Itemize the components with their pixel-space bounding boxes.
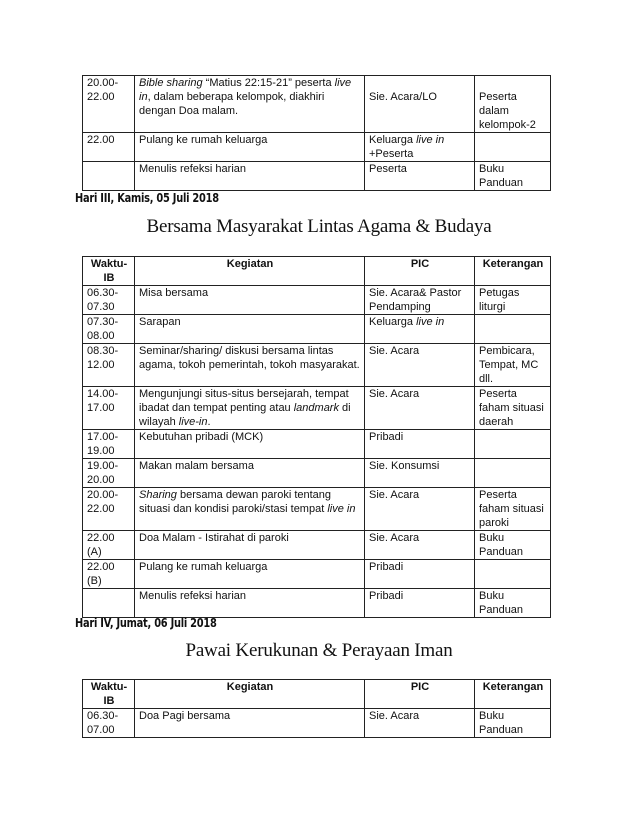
table-header-row — [83, 680, 551, 709]
column-header-pic: PIC — [365, 680, 475, 709]
cell-pic: Sie. Acara — [365, 709, 475, 738]
cell-keterangan: Buku Panduan — [475, 709, 551, 738]
cell-waktu: 22.00 (B) — [83, 560, 135, 589]
cell-keterangan — [475, 459, 551, 488]
column-header-waktu: Waktu-IB — [83, 257, 135, 286]
cell-pic: Peserta — [365, 162, 475, 191]
cell-kegiatan: Misa bersama — [135, 286, 365, 315]
cell-waktu: 17.00-19.00 — [83, 430, 135, 459]
cell-kegiatan: Menulis refeksi harian — [135, 589, 365, 618]
cell-pic: Sie. Acara — [365, 531, 475, 560]
day3-title: Bersama Masyarakat Lintas Agama & Budaya — [146, 216, 492, 237]
cell-kegiatan: Makan malam bersama — [135, 459, 365, 488]
table-row — [83, 76, 551, 133]
cell-pic: Keluarga live in — [365, 315, 475, 344]
table-row — [83, 430, 551, 459]
cell-keterangan: Peserta dalam kelompok-2 — [475, 76, 551, 133]
table-row — [83, 344, 551, 387]
cell-waktu: 06.30-07.30 — [83, 286, 135, 315]
cell-kegiatan: Doa Pagi bersama — [135, 709, 365, 738]
cell-kegiatan: Seminar/sharing/ diskusi bersama lintas agama, tokoh pemerintah, tokoh masyarakat. — [135, 344, 365, 387]
cell-waktu: 14.00-17.00 — [83, 387, 135, 430]
cell-keterangan: Buku Panduan — [475, 531, 551, 560]
cell-waktu: 20.00-22.00 — [83, 76, 135, 133]
cell-pic: Pribadi — [365, 589, 475, 618]
cell-waktu: 20.00-22.00 — [83, 488, 135, 531]
table-row — [83, 387, 551, 430]
column-header-keterangan: Keterangan — [475, 680, 551, 709]
table-row — [83, 162, 551, 191]
cell-keterangan: Buku Panduan — [475, 589, 551, 618]
table-body — [83, 709, 551, 738]
cell-pic: Sie. Acara& Pastor Pendamping — [365, 286, 475, 315]
cell-pic: Sie. Acara — [365, 344, 475, 387]
cell-pic: Sie. Acara — [365, 387, 475, 430]
column-header-keterangan: Keterangan — [475, 257, 551, 286]
cell-keterangan: Peserta faham situasi paroki — [475, 488, 551, 531]
cell-keterangan: Peserta faham situasi daerah — [475, 387, 551, 430]
cell-keterangan: Buku Panduan — [475, 162, 551, 191]
cell-kegiatan: Menulis refeksi harian — [135, 162, 365, 191]
cell-keterangan — [475, 133, 551, 162]
cell-kegiatan: Bible sharing “Matius 22:15-21” peserta live in, dalam beberapa kelompok, diakhiri dengan Doa malam. — [135, 76, 365, 133]
cell-kegiatan: Doa Malam - Istirahat di paroki — [135, 531, 365, 560]
day3-schedule-table — [82, 256, 551, 618]
cell-waktu: 07.30-08.00 — [83, 315, 135, 344]
column-header-waktu: Waktu-IB — [83, 680, 135, 709]
column-header-kegiatan: Kegiatan — [135, 257, 365, 286]
cell-kegiatan: Kebutuhan pribadi (MCK) — [135, 430, 365, 459]
cell-waktu: 08.30-12.00 — [83, 344, 135, 387]
table-row — [83, 589, 551, 618]
day4-schedule-table — [82, 679, 551, 738]
day4-title: Pawai Kerukunan & Perayaan Iman — [185, 640, 453, 661]
cell-waktu — [83, 162, 135, 191]
cell-waktu: 19.00-20.00 — [83, 459, 135, 488]
column-header-kegiatan: Kegiatan — [135, 680, 365, 709]
table-row — [83, 531, 551, 560]
cell-keterangan — [475, 430, 551, 459]
cell-kegiatan: Sarapan — [135, 315, 365, 344]
cell-pic: Pribadi — [365, 430, 475, 459]
cell-keterangan — [475, 315, 551, 344]
table-row — [83, 459, 551, 488]
cell-pic: Sie. Acara/LO — [365, 76, 475, 133]
cell-pic: Sie. Konsumsi — [365, 459, 475, 488]
table-row — [83, 133, 551, 162]
cell-waktu: 22.00 (A) — [83, 531, 135, 560]
table-row — [83, 488, 551, 531]
cell-kegiatan: Mengunjungi situs-situs bersejarah, tempat ibadat dan tempat penting atau landmark di wilayah live-in. — [135, 387, 365, 430]
table-body — [83, 76, 551, 191]
cell-keterangan — [475, 560, 551, 589]
column-header-pic: PIC — [365, 257, 475, 286]
cell-pic: Sie. Acara — [365, 488, 475, 531]
table-row — [83, 286, 551, 315]
cell-pic: Keluarga live in +Peserta — [365, 133, 475, 162]
table-body — [83, 286, 551, 618]
schedule-table-continued — [82, 75, 551, 191]
cell-waktu: 06.30-07.00 — [83, 709, 135, 738]
day4-heading: Hari IV, Jumat, 06 Juli 2018 — [75, 616, 217, 630]
cell-keterangan: Pembicara, Tempat, MC dll. — [475, 344, 551, 387]
day3-heading: Hari III, Kamis, 05 Juli 2018 — [75, 191, 219, 205]
cell-kegiatan: Sharing bersama dewan paroki tentang situasi dan kondisi paroki/stasi tempat live in — [135, 488, 365, 531]
table-row — [83, 560, 551, 589]
cell-kegiatan: Pulang ke rumah keluarga — [135, 560, 365, 589]
table-row — [83, 315, 551, 344]
cell-waktu — [83, 589, 135, 618]
cell-pic: Pribadi — [365, 560, 475, 589]
cell-waktu: 22.00 — [83, 133, 135, 162]
cell-keterangan: Petugas liturgi — [475, 286, 551, 315]
table-row — [83, 709, 551, 738]
cell-kegiatan: Pulang ke rumah keluarga — [135, 133, 365, 162]
table-header-row — [83, 257, 551, 286]
